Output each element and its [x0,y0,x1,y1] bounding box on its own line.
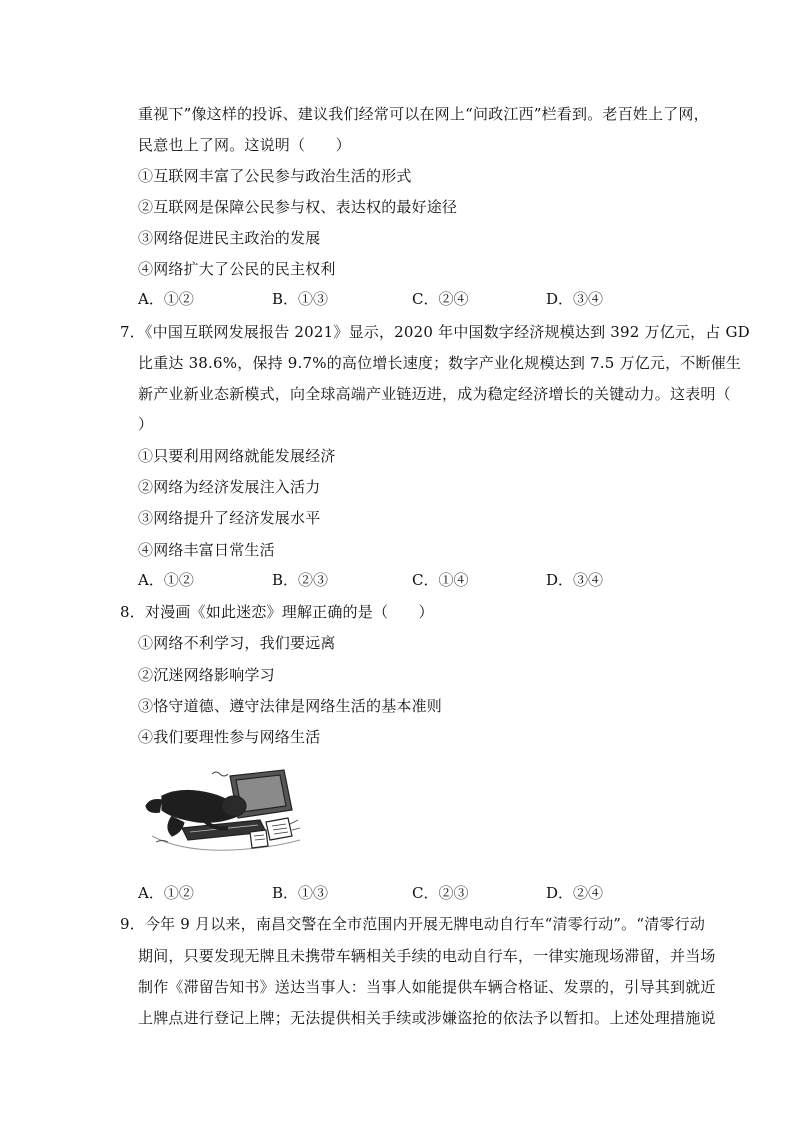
q7-option-3: ③网络提升了经济发展水平 [138,509,321,527]
q9-stem-line-2: 期间，只要发现无牌且未携带车辆相关手续的电动自行车，一律实施现场滞留，并当场 [138,947,716,965]
q8-option-4: ④我们要理性参与网络生活 [138,728,321,746]
q8-choice-b[interactable]: B．①③ [272,884,329,902]
q6-stem-line-2: 民意也上了网。这说明（ ） [138,136,351,154]
q6-choice-d[interactable]: D．③④ [546,290,604,308]
q6-choices [138,289,658,309]
q7-stem-line-1: 7．《中国互联网发展报告 2021》显示，2020 年中国数字经济规模达到 392 万亿元，占 GD [120,323,750,341]
q6-option-2: ②互联网是保障公民参与权、表达权的最好途径 [138,198,458,216]
q6-option-4: ④网络扩大了公民的民主权利 [138,260,336,278]
q8-stem: 8．对漫画《如此迷恋》理解正确的是（ ） [120,603,434,621]
q8-choice-c[interactable]: C．②③ [412,884,469,902]
q8-choices [138,883,658,903]
q6-choice-c[interactable]: C．②④ [412,290,469,308]
q6-choice-a[interactable]: A．①② [138,290,194,308]
q6-choice-b[interactable]: B．①③ [272,290,329,308]
q8-option-3: ③恪守道德、遵守法律是网络生活的基本准则 [138,697,443,715]
q7-option-4: ④网络丰富日常生活 [138,541,275,559]
q8-option-1: ①网络不利学习，我们要远离 [138,634,336,652]
q7-choice-b[interactable]: B．②③ [272,571,329,589]
q8-choice-d[interactable]: D．②④ [546,884,604,902]
q7-stem-line-2: 比重达 38.6%，保持 9.7%的高位增长速度；数字产业化规模达到 7.5 万亿元，不断催生 [138,354,742,372]
q6-stem-line-1: 重视下”像这样的投诉、建议我们经常可以在网上“问政江西”栏看到。老百姓上了网， [138,105,709,123]
q6-option-3: ③网络促进民主政治的发展 [138,229,321,247]
q6-option-1: ①互联网丰富了公民参与政治生活的形式 [138,167,412,185]
q7-stem-line-3: 新产业新业态新模式，向全球高端产业链迈进，成为稳定经济增长的关键动力。这表明（ [138,385,731,403]
q9-stem-line-3: 制作《滞留告知书》送达当事人：当事人如能提供车辆合格证、发票的，引导其到就近 [138,978,716,996]
q7-choice-d[interactable]: D．③④ [546,571,604,589]
q7-option-1: ①只要利用网络就能发展经济 [138,447,336,465]
q7-choices [138,570,658,590]
q7-choice-a[interactable]: A．①② [138,571,194,589]
cartoon-image [142,766,308,858]
q7-stem-line-4: ） [138,415,154,433]
q9-stem-line-1: 9．今年 9 月以来，南昌交警在全市范围内开展无牌电动自行车“清零行动”。“清零行动 [120,915,706,933]
q8-option-2: ②沉迷网络影响学习 [138,666,275,684]
q7-choice-c[interactable]: C．①④ [412,571,469,589]
q7-option-2: ②网络为经济发展注入活力 [138,478,321,496]
q9-stem-line-4: 上牌点进行登记上牌；无法提供相关手续或涉嫌盗抢的依法予以暂扣。上述处理措施说 [138,1009,716,1027]
q8-choice-a[interactable]: A．①② [138,884,194,902]
